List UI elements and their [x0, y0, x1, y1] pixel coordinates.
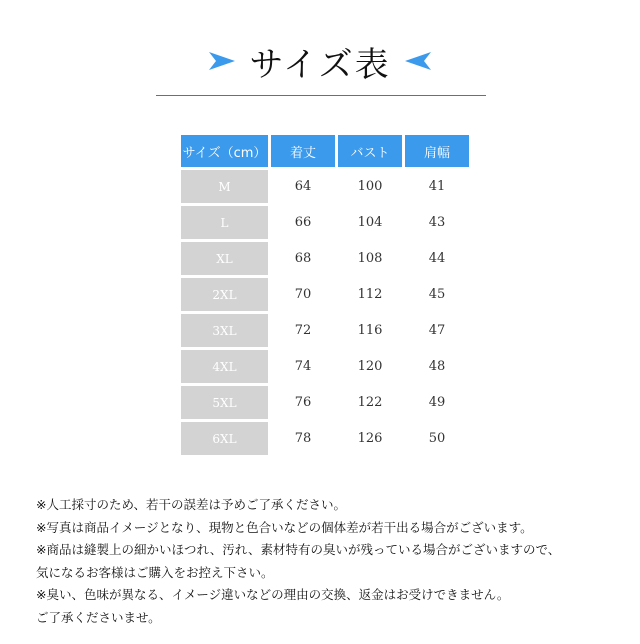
table-row [181, 386, 469, 419]
note-line: ※商品は縫製上の細かいほつれ、汚れ、素材特有の臭いが残っている場合がございますので、 [36, 542, 561, 557]
size-cell: 2XL [181, 278, 268, 311]
header-size: サイズ（cm） [181, 135, 268, 167]
header-bust: バスト [338, 135, 402, 167]
note-line: 気になるお客様はご購入をお控え下さい。 [36, 564, 274, 580]
note-line: ※臭い、色味が異なる、イメージ違いなどの理由の交換、返金はお受けできません。 [36, 587, 510, 602]
size-cell: XL [181, 242, 268, 275]
table-row [181, 314, 469, 347]
length-cell: 78 [294, 431, 312, 446]
length-cell: 70 [294, 287, 312, 302]
chevron-right-icon [207, 50, 237, 72]
bust-cell: 116 [357, 323, 383, 338]
size-cell: 5XL [181, 386, 268, 419]
table-row [181, 206, 469, 239]
bust-cell: 122 [357, 395, 383, 410]
header-length: 着丈 [271, 135, 335, 167]
shoulder-cell: 48 [428, 359, 446, 374]
table-header-row [181, 135, 469, 167]
table-row [181, 242, 469, 275]
size-cell: L [181, 206, 268, 239]
size-table [178, 132, 472, 458]
length-cell: 72 [294, 323, 312, 338]
title-area [0, 36, 640, 86]
size-cell: 4XL [181, 350, 268, 383]
length-cell: 76 [294, 395, 312, 410]
note-line: ※写真は商品イメージとなり、現物と色合いなどの個体差が若干出る場合がございます。 [36, 519, 533, 535]
chevron-left-icon [403, 50, 433, 72]
table-row [181, 422, 469, 455]
bust-cell: 126 [357, 431, 383, 446]
title-divider [156, 95, 486, 96]
shoulder-cell: 45 [428, 287, 446, 302]
shoulder-cell: 49 [428, 395, 446, 410]
size-cell: 6XL [181, 422, 268, 455]
shoulder-cell: 50 [428, 431, 446, 446]
length-cell: 64 [294, 179, 312, 194]
shoulder-cell: 44 [428, 251, 446, 266]
bust-cell: 104 [357, 215, 383, 230]
bust-cell: 100 [357, 179, 383, 194]
length-cell: 66 [294, 215, 312, 230]
table-row [181, 278, 469, 311]
shoulder-cell: 41 [428, 179, 446, 194]
table-row [181, 170, 469, 203]
table-row [181, 350, 469, 383]
size-cell: 3XL [181, 314, 268, 347]
header-shoulder: 肩幅 [405, 135, 469, 167]
bust-cell: 108 [357, 251, 383, 266]
bust-cell: 112 [357, 287, 383, 302]
note-line: ※人工採寸のため、若干の誤差は予めご了承ください。 [36, 497, 346, 512]
length-cell: 68 [294, 251, 312, 266]
note-line: ご了承くださいませ。 [36, 609, 161, 625]
bust-cell: 120 [357, 359, 383, 374]
page-title: サイズ表 [249, 44, 391, 85]
notes [36, 494, 626, 629]
shoulder-cell: 43 [428, 215, 446, 230]
shoulder-cell: 47 [428, 323, 446, 338]
size-cell: M [181, 170, 268, 203]
length-cell: 74 [294, 359, 312, 374]
